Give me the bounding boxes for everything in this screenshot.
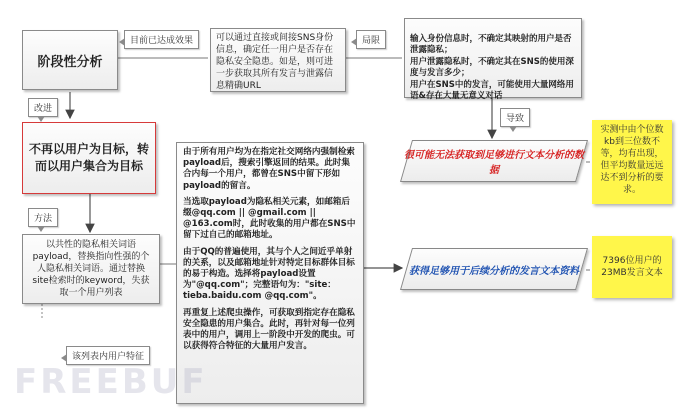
no-data-note-text: 实测中由个位数kb到三位数不等，均有出现，但平均数量远远达不到分析的要求。 (600, 125, 664, 195)
limitations-text: 输入身份信息时，不确定其映射的用户是否泄露隐私； 用户泄露隐私时，不确定其在SNS的使用深度与发言多少； 用户在SNS中的发言，可能使用大量网络用语&存在大量无意义对话 (410, 33, 574, 101)
no-data-note (592, 120, 672, 204)
phase-analysis-box (22, 30, 118, 90)
phase-analysis-label: 阶段性分析 (37, 54, 103, 70)
method-box (22, 234, 160, 304)
detail-para-1: 由于所有用户均为在指定社交网络内强制检索payload后，搜索引擎返回的结果。此时集合内每一个用户，都曾在SNS中留下形如payload的留言。 (183, 147, 355, 191)
tag-current-effect (124, 30, 199, 49)
enough-data-text: 获得足够用于后续分析的发言文本资料 (409, 265, 579, 277)
tag-method (28, 208, 58, 227)
method-text: 以共性的隐私相关词语payload，替换指向性强的个人隐私相关词语。通过替换site检索时的keyword，失获取一个用户列表 (32, 240, 150, 298)
tag-cause-label: 导致 (506, 114, 525, 124)
no-data-text: 很可能无法获取到足够进行文本分析的数据 (404, 150, 584, 176)
tag-limitation (356, 30, 386, 49)
tag-current-effect-label: 目前已达成效果 (130, 36, 194, 46)
current-effect-box (210, 28, 346, 92)
tag-feature-label: 该列表内用户特征 (72, 352, 145, 362)
watermark: FREEBUF (14, 362, 208, 402)
current-effect-text: 可以通过直接或间接SNS身份信息，确定任一用户是否存在隐私安全隐患。如是，则可进一步获取其所有发言与泄露信息精确URL (216, 33, 334, 91)
target-set-box (22, 122, 156, 194)
detail-para-2: 当选取payload为隐私相关元素，如邮箱后缀@qq.com || @gmail.com || @163.com时，此时收集的用户都在SNS中留下过自己的邮箱地址。 (183, 196, 356, 241)
limitations-box (404, 18, 582, 101)
data-note (592, 236, 672, 298)
target-set-text: 不再以用户为目标，转而以用户集合为目标 (28, 142, 149, 173)
tag-improve (28, 98, 58, 117)
tag-cause (500, 108, 530, 127)
tag-method-label: 方法 (34, 214, 53, 224)
tag-limitation-label: 局限 (362, 36, 381, 46)
detail-para-3: 由于QQ的普遍使用，其与个人之间近乎单射的关系，以及邮箱地址针对特定目标群体目标的易于构造。选择将payload设置为"@qq.com"；完整语句为："site：tieba.baidu.com @qq.com"。 (183, 246, 355, 302)
data-note-text: 7396位用户的23MB发言文本 (601, 256, 663, 278)
no-data-output (400, 140, 588, 182)
enough-data-output (400, 248, 588, 290)
detail-para-4: 再重复上述爬虫操作，可获取到指定存在隐私安全隐患的用户集合。此时，再针对每一位列表中的用户，调用上一阶段中开发的爬虫。可以获得符合特征的大量用户发言。 (183, 307, 355, 352)
tag-improve-label: 改进 (34, 104, 53, 114)
